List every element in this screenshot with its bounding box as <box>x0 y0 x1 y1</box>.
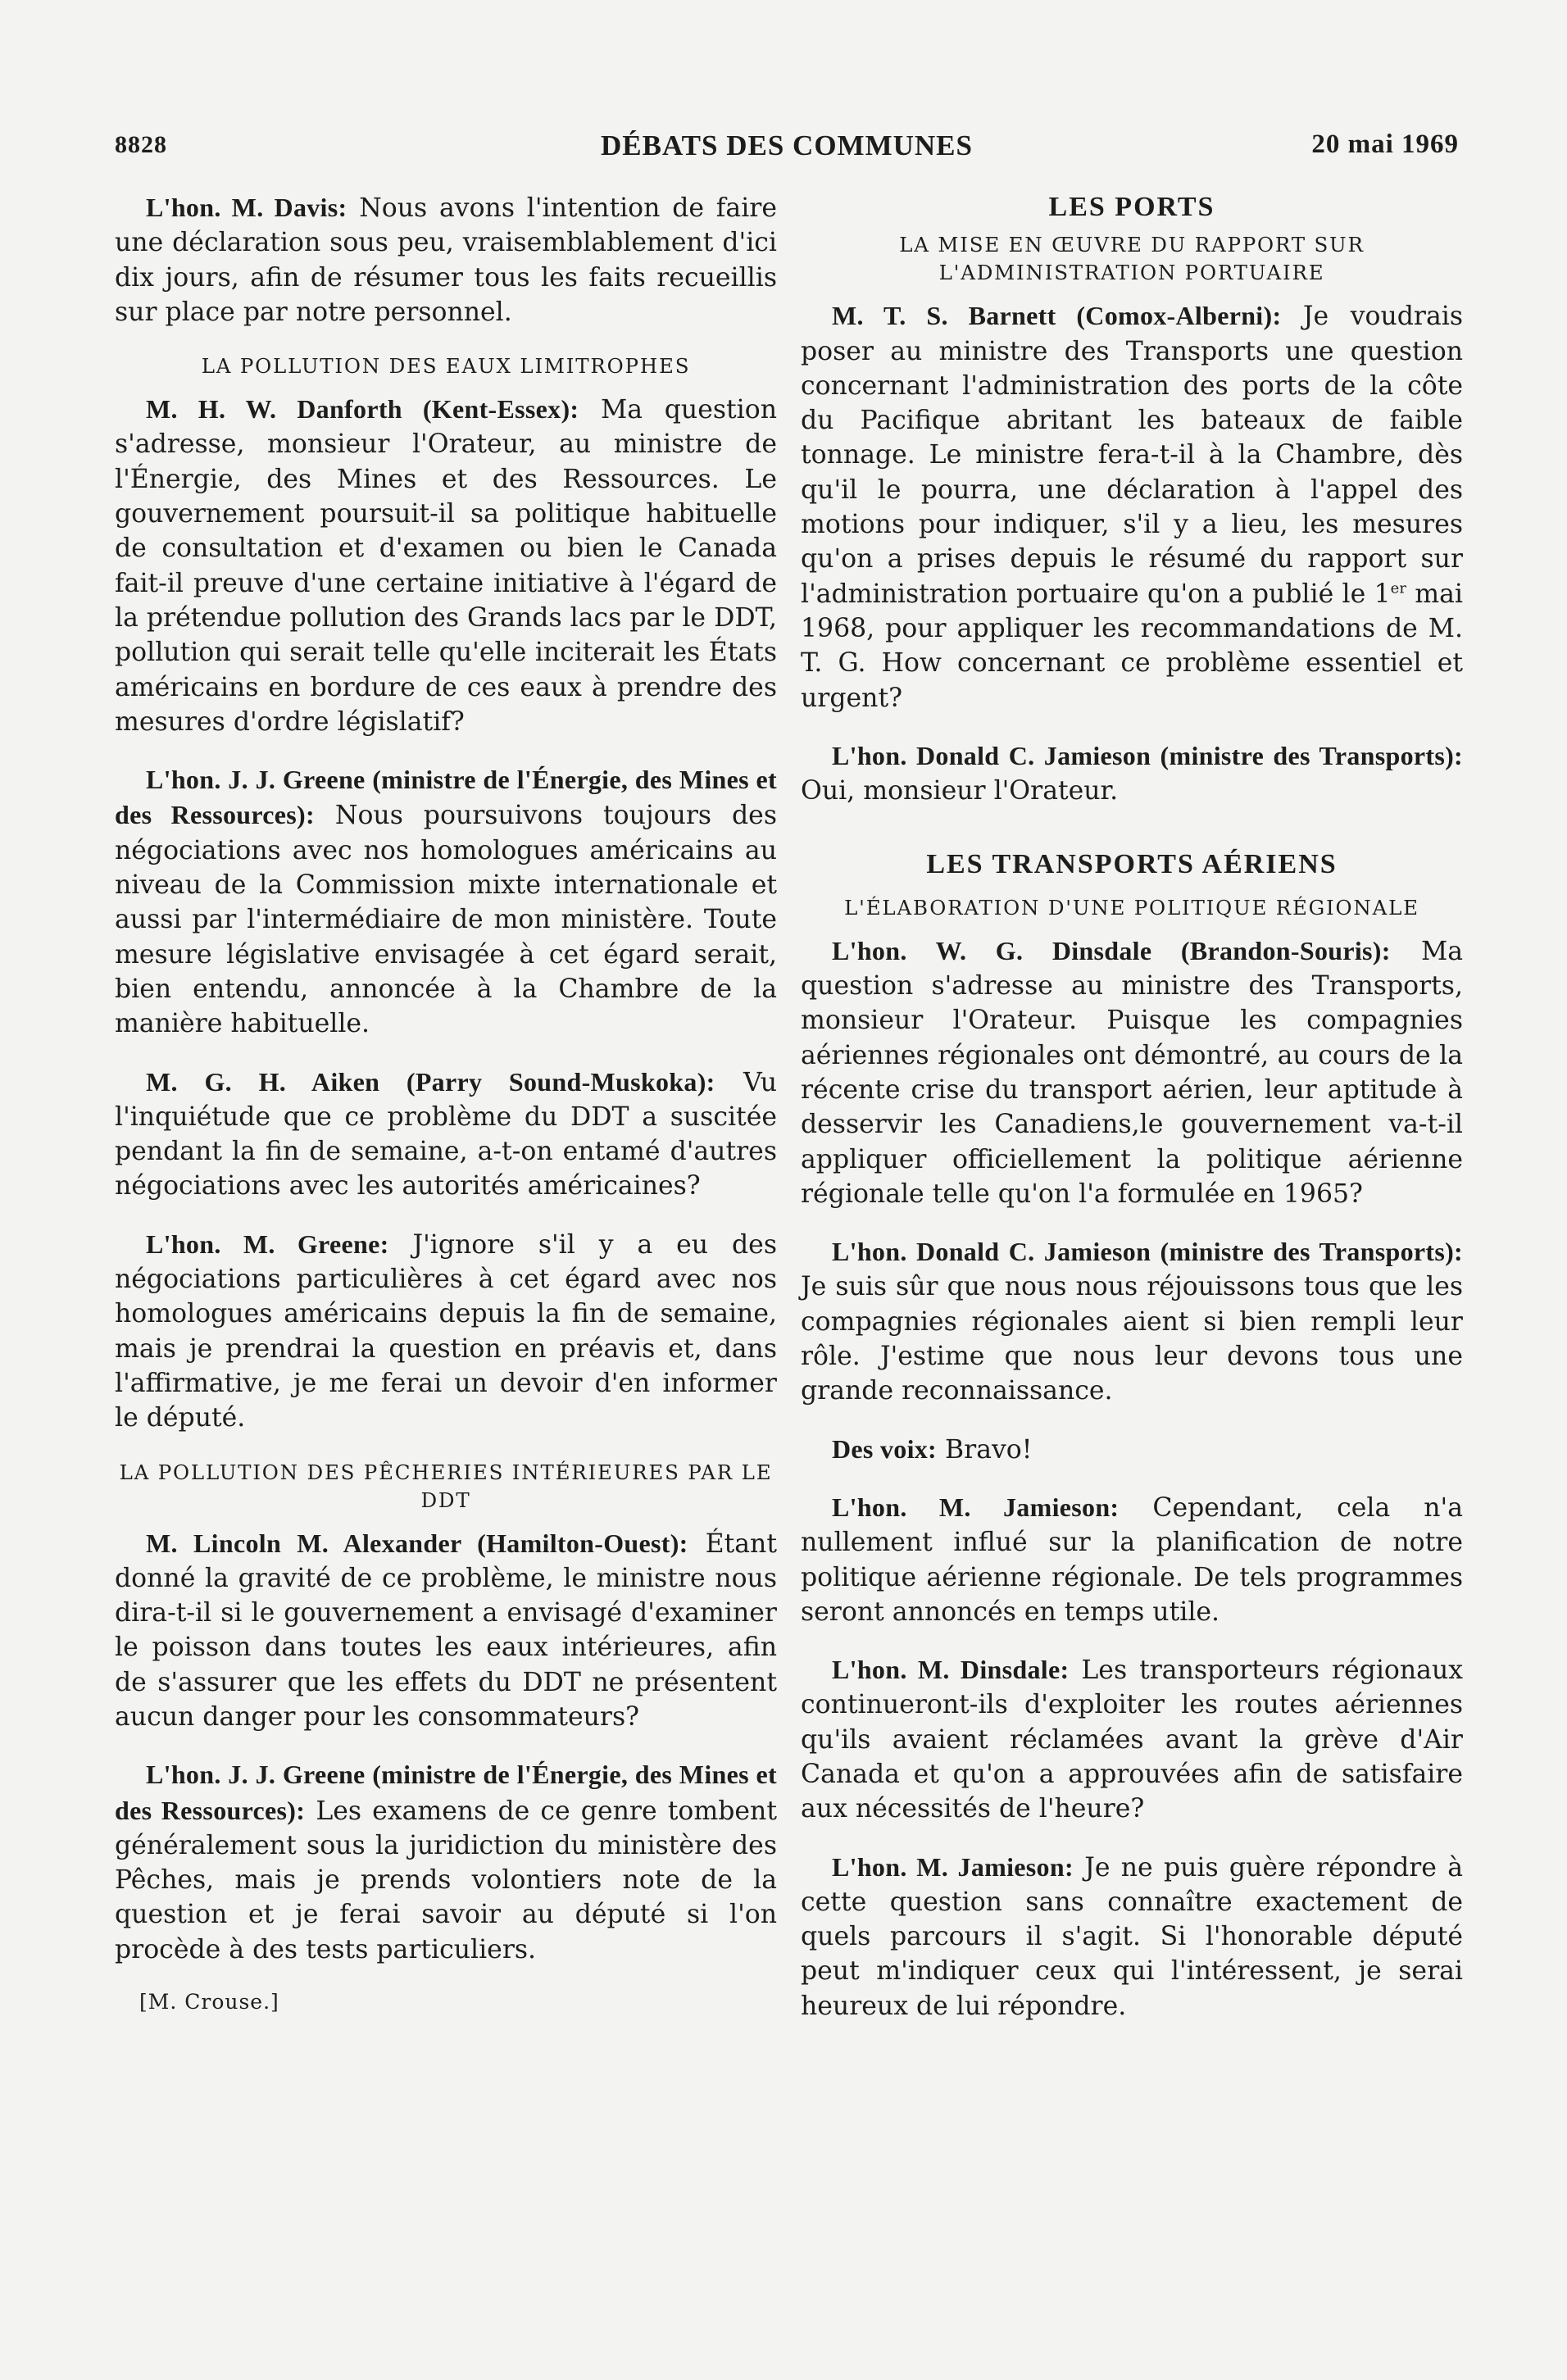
speech-text: mai 1968, pour appliquer les recommandations de M. T. G. How concernant ce problème essentiel et urgent? <box>801 579 1464 713</box>
speaker: M. T. S. Barnett (Comox-Alberni): <box>832 301 1282 331</box>
speaker: L'hon. J. J. Greene (ministre de l'Énergie, des Mines et des Ressources): <box>115 765 777 830</box>
paragraph-jamieson-1 <box>801 738 1463 809</box>
speech-text: Ma question s'adresse, monsieur l'Orateur, au ministre de l'Énergie, des Mines et des Ressources. Le gouvernement poursuit-il sa politique habituelle de consultation et d'examen ou bien le Canada fait-il preuve d'une certaine initiative à l'égard de la prétendue pollution des Grands lacs par le DDT, pollution qui serait telle qu'elle inciterait les États américains en bordure de ces eaux à prendre des mesures d'ordre législatif? <box>115 395 777 737</box>
section-heading-administration-portuaire: LA MISE EN ŒUVRE DU RAPPORT SUR L'ADMINISTRATION PORTUAIRE <box>899 233 1365 285</box>
section-heading-pecheries: LA POLLUTION DES PÊCHERIES INTÉRIEURES PAR LE DDT <box>119 1460 773 1512</box>
section-heading-politique-regionale: L'ÉLABORATION D'UNE POLITIQUE RÉGIONALE <box>844 895 1419 920</box>
speaker: L'hon. M. Greene: <box>146 1229 389 1259</box>
speaker: L'hon. J. J. Greene (ministre de l'Énergie, des Mines et des Ressources): <box>115 1760 777 1825</box>
paragraph-danforth <box>115 392 777 739</box>
page-number: 8828 <box>115 131 167 158</box>
speech-text: Étant donné la gravité de ce problème, le ministre nous dira-t-il si le gouvernement a envisagé d'examiner le poisson dans toutes les eaux intérieures, afin de s'assurer que les effets du DDT ne présentent aucun danger pour les consommateurs? <box>115 1528 777 1732</box>
paragraph-jamieson-4 <box>801 1850 1463 2023</box>
speech-text: J'ignore s'il y a eu des négociations particulières à cet égard avec nos homologues américains depuis la fin de semaine, mais je prendrai la question en préavis et, dans l'affirmative, je me ferai un devoir d'en informer le député. <box>115 1229 777 1433</box>
speech-text: Ma question s'adresse au ministre des Transports, monsieur l'Orateur. Puisque les compagnies aériennes régionales ont démontré, au cours de la récente crise du transport aérien, leur aptitude à desservir les Canadiens,le gouvernement va-t-il appliquer officiellement la politique aérienne régionale telle qu'on l'a formulée en 1965? <box>801 936 1464 1209</box>
paragraph-greene-3 <box>115 1757 777 1967</box>
speaker: M. H. W. Danforth (Kent-Essex): <box>146 394 579 425</box>
speech-text: Je ne puis guère répondre à cette question sans connaître exactement de quels parcours il s'agit. Si l'honorable député peut m'indiquer ceux qui l'intéressent, je serai heureux de lui répondre. <box>801 1852 1463 2021</box>
speech-text: Bravo! <box>937 1434 1033 1465</box>
paragraph-des-voix <box>801 1432 1463 1467</box>
speaker: Des voix: <box>832 1433 938 1464</box>
paragraph-dinsdale-1 <box>801 933 1463 1211</box>
speaker: L'hon. M. Dinsdale: <box>832 1655 1070 1685</box>
paragraph-aiken <box>115 1065 777 1204</box>
paragraph-greene-1 <box>115 762 777 1041</box>
section-heading-eaux-limitrophes: LA POLLUTION DES EAUX LIMITROPHES <box>201 354 691 379</box>
speech-text: Les examens de ce genre tombent généralement sous la juridiction du ministère des Pêches, mais je prends volontiers note de la question et je ferai savoir au député si l'on procède à des tests particuliers. <box>115 1796 777 1964</box>
paragraph-jamieson-2 <box>801 1234 1463 1408</box>
speaker: M. Lincoln M. Alexander (Hamilton-Ouest): <box>146 1528 688 1558</box>
speaker: L'hon. M. Davis: <box>146 193 347 222</box>
paragraph-dinsdale-2 <box>801 1652 1463 1826</box>
speech-text: Oui, monsieur l'Orateur. <box>801 776 1119 806</box>
paragraph-greene-2 <box>115 1227 777 1436</box>
paragraph-alexander <box>115 1526 777 1735</box>
right-column <box>801 190 1463 2046</box>
speech-text: Je voudrais poser au ministre des Transports une question concernant l'administration des ports de la côte du Pacifique abritant les bateaux de faible tonnage. Le ministre fera-t-il à la Chambre, dès qu'il le pourra, une déclaration à l'appel des motions pour indiquer, s'il y a lieu, les mesures qu'on a prises depuis le résumé du rapport sur l'administration portuaire qu'on a publié le 1 <box>801 302 1463 609</box>
speaker: M. G. H. Aiken (Parry Sound-Muskoka): <box>146 1066 715 1097</box>
running-header <box>115 123 1459 172</box>
paragraph-barnett <box>801 298 1463 715</box>
publication-title: DÉBATS DES COMMUNES <box>601 129 973 161</box>
speech-text: Nous poursuivons toujours des négociations avec nos homologues américains au niveau de la Commission mixte internationale et aussi par l'intermédiaire de mon ministère. Toute mesure législative envisagée à cet égard serait, bien entendu, annoncée à la Chambre de la manière habituelle. <box>115 801 777 1039</box>
speaker-note: [M. Crouse.] <box>139 1990 279 2014</box>
speaker: L'hon. Donald C. Jamieson (ministre des Transports): <box>832 1237 1463 1267</box>
speaker: L'hon. M. Jamieson: <box>832 1492 1120 1522</box>
speech-text: Cependant, cela n'a nullement influé sur la planification de notre politique aérienne régionale. De tels programmes seront annoncés en temps utile. <box>801 1492 1463 1627</box>
section-title-ports: LES PORTS <box>1048 192 1215 222</box>
paragraph-jamieson-3 <box>801 1490 1463 1629</box>
speech-text: Nous avons l'intention de faire une déclaration sous peu, vraisemblablement d'ici dix jours, afin de résumer tous les faits recueillis sur place par notre personnel. <box>115 193 777 327</box>
paragraph-davis <box>115 190 777 329</box>
superscript: er <box>1390 579 1406 597</box>
speaker: L'hon. M. Jamieson: <box>832 1851 1074 1882</box>
speech-text: Je suis sûr que nous nous réjouissons tous que les compagnies régionales aient si bien rempli leur rôle. J'estime que nous leur devons tous une grande reconnaissance. <box>801 1272 1463 1406</box>
header-date: 20 mai 1969 <box>1311 129 1459 159</box>
speaker: L'hon. Donald C. Jamieson (ministre des Transports): <box>832 740 1463 770</box>
speaker: L'hon. W. G. Dinsdale (Brandon-Souris): <box>832 935 1391 965</box>
section-title-transports-aeriens: LES TRANSPORTS AÉRIENS <box>926 849 1338 880</box>
left-column <box>115 190 777 2019</box>
speech-text: Les transporteurs régionaux continueront-ils d'exploiter les routes aériennes qu'ils avaient réclamées avant la grève d'Air Canada et qu'on a approuvées afin de satisfaire aux nécessités de l'heure? <box>801 1656 1463 1824</box>
speech-text: Vu l'inquiétude que ce problème du DDT a suscitée pendant la fin de semaine, a-t-on entamé d'autres négociations avec les autorités américaines? <box>115 1067 777 1201</box>
